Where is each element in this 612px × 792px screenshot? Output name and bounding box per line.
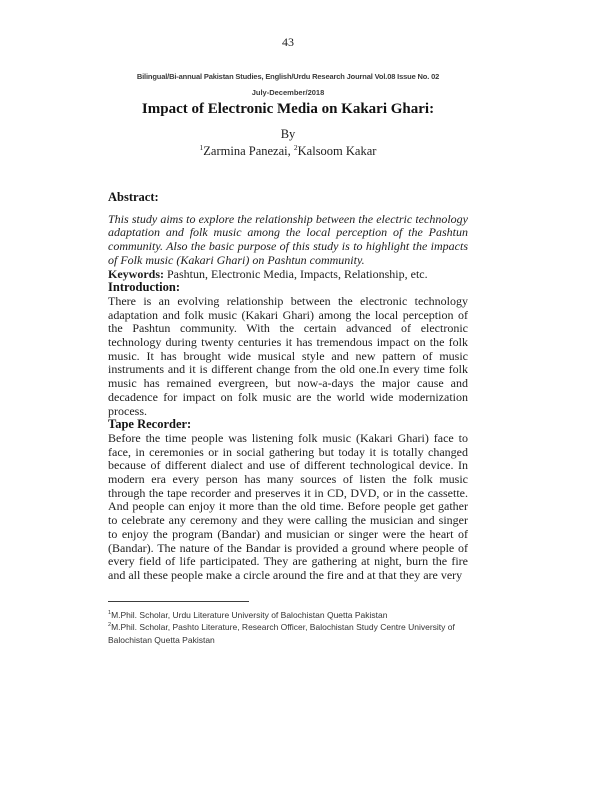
page-number: 43 <box>282 35 294 49</box>
introduction-heading: Introduction: <box>108 280 181 295</box>
keywords-text: Pashtun, Electronic Media, Impacts, Relationship, etc. <box>164 266 428 281</box>
footnote-2 <box>108 621 455 646</box>
abstract-text: This study aims to explore the relationship between the electric technology adaptation and folk music among the local perception of the Pashtun community. Also the basic purpose of this study is to highlight the impacts of Folk music (Kakari Ghari) on Pashtun community. <box>108 211 468 267</box>
byline-label: By <box>280 127 296 141</box>
footnote-separator <box>108 601 249 602</box>
article-body <box>108 191 468 583</box>
authors-line <box>108 144 468 159</box>
issue-date: July-December/2018 <box>251 88 325 97</box>
author-2-affiliation-marker: 2 <box>293 142 298 152</box>
footnote-1 <box>108 609 455 621</box>
tape-recorder-text: Before the time people was listening folk music (Kakari Ghari) face to face, in ceremonies or in social gathering but today it is totally changed because of different dialect and use of different technological device. In modern era every person has many sources of listen the folk music through the tape recorder and preserves it in CD, DVD, or in the cassette. And people can enjoy it more than the old time. Before people get gather to celebrate any ceremony and they were calling the musician and singer to enjoy the program (Bandar) and musician or singer were the heart of (Bandar). The nature of the Bandar is provided a ground where people of every field of life participated. They are gathering at night, burn the fire and all these people make a circle around the fire and at that they are very <box>108 430 468 582</box>
footnote-2-marker: 2 <box>108 622 112 629</box>
paper-title: Impact of Electronic Media on Kakari Ghari: <box>141 101 435 117</box>
tape-recorder-heading: Tape Recorder: <box>108 417 192 432</box>
author-1-affiliation-marker: 1 <box>199 142 204 152</box>
keywords-line <box>108 268 468 282</box>
footnote-1-text: M.Phil. Scholar, Urdu Literature University of Balochistan Quetta Pakistan <box>111 610 388 620</box>
abstract-heading: Abstract: <box>108 190 159 204</box>
author-2-name: Kalsoom Kakar <box>297 144 377 158</box>
keywords-label: Keywords: <box>108 266 164 281</box>
introduction-text: There is an evolving relationship between the electronic technology adaptation and folk music (Kakari Ghari) among the local perception of the Pashtun community. With the certain advanced of electronic technology during twenty centuries it has tremendous impact on the folk music. It has brought wide musical style and new pattern of music instruments and it is different change from the old one.In every time folk music has remained evergreen, but now-a-days the major cause and decadence for impact on folk music are the world wide modernization process. <box>108 293 468 418</box>
author-1-name: Zarmina Panezai, <box>203 144 294 158</box>
footnote-1-marker: 1 <box>108 610 112 617</box>
journal-header: Bilingual/Bi-annual Pakistan Studies, English/Urdu Research Journal Vol.08 Issue No. 02 <box>136 72 440 81</box>
footnotes <box>108 609 455 646</box>
footnote-2-text: M.Phil. Scholar, Pashto Literature, Research Officer, Balochistan Study Centre University of Balochistan Quetta Pakistan <box>108 622 455 645</box>
